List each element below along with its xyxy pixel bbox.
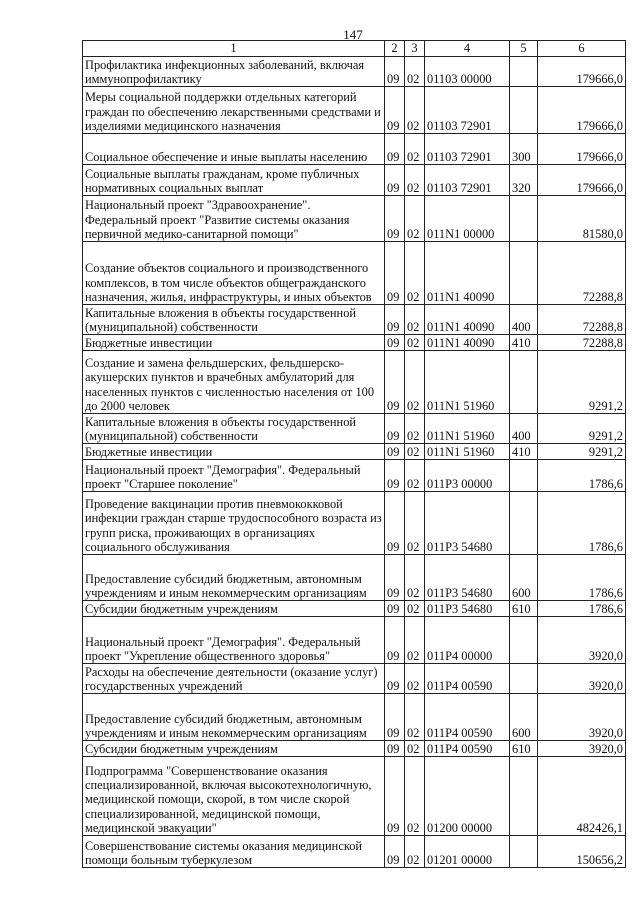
row-name: Национальный проект "Здравоохранение". Федеральный проект "Развитие системы оказания первичной медико-санитарной помощи" xyxy=(83,196,385,242)
row-name: Совершенствование системы оказания медицинской помощи больным туберкулезом xyxy=(83,836,385,868)
row-section: 09 xyxy=(385,460,405,492)
row-target-article: 011N1 00000 xyxy=(425,196,510,242)
row-target-article: 011N1 51960 xyxy=(425,414,510,444)
row-subsection: 02 xyxy=(405,836,425,868)
row-section: 09 xyxy=(385,335,405,351)
row-expense-type: 600 xyxy=(510,694,538,741)
row-section: 09 xyxy=(385,492,405,555)
row-name: Социальные выплаты гражданам, кроме публичных нормативных социальных выплат xyxy=(83,165,385,196)
row-expense-type: 600 xyxy=(510,555,538,601)
row-amount: 72288,8 xyxy=(538,242,626,305)
row-section: 09 xyxy=(385,87,405,134)
table-row xyxy=(83,134,626,165)
row-section: 09 xyxy=(385,664,405,694)
row-subsection: 02 xyxy=(405,664,425,694)
row-subsection: 02 xyxy=(405,601,425,617)
row-subsection: 02 xyxy=(405,196,425,242)
row-target-article: 011N1 51960 xyxy=(425,444,510,460)
row-amount: 1786,6 xyxy=(538,492,626,555)
row-amount: 3920,0 xyxy=(538,617,626,664)
row-amount: 150656,2 xyxy=(538,836,626,868)
row-subsection: 02 xyxy=(405,444,425,460)
row-amount: 482426,1 xyxy=(538,757,626,836)
table-row xyxy=(83,57,626,87)
table-row xyxy=(83,601,626,617)
table-row xyxy=(83,460,626,492)
row-target-article: 01103 00000 xyxy=(425,57,510,87)
row-target-article: 011P4 00590 xyxy=(425,664,510,694)
row-subsection: 02 xyxy=(405,414,425,444)
row-amount: 9291,2 xyxy=(538,414,626,444)
row-target-article: 011P3 54680 xyxy=(425,555,510,601)
row-expense-type: 610 xyxy=(510,741,538,757)
row-expense-type xyxy=(510,460,538,492)
table-row xyxy=(83,335,626,351)
row-expense-type xyxy=(510,57,538,87)
row-section: 09 xyxy=(385,196,405,242)
row-name: Создание объектов социального и производственного комплексов, в том числе объектов общегражданского назначения, жилья, инфраструктуры, и иных объектов xyxy=(83,242,385,305)
col-header-section: 2 xyxy=(385,41,405,57)
row-target-article: 011P3 00000 xyxy=(425,460,510,492)
table-row xyxy=(83,444,626,460)
row-amount: 3920,0 xyxy=(538,664,626,694)
row-name: Предоставление субсидий бюджетным, автономным учреждениям и иным некоммерческим организациям xyxy=(83,555,385,601)
row-name: Бюджетные инвестиции xyxy=(83,444,385,460)
row-amount: 81580,0 xyxy=(538,196,626,242)
row-section: 09 xyxy=(385,757,405,836)
row-expense-type: 400 xyxy=(510,414,538,444)
row-subsection: 02 xyxy=(405,305,425,335)
row-name: Субсидии бюджетным учреждениям xyxy=(83,741,385,757)
row-amount: 3920,0 xyxy=(538,694,626,741)
row-subsection: 02 xyxy=(405,492,425,555)
row-subsection: 02 xyxy=(405,757,425,836)
row-subsection: 02 xyxy=(405,351,425,414)
row-section: 09 xyxy=(385,617,405,664)
col-header-subsection: 3 xyxy=(405,41,425,57)
row-name: Капитальные вложения в объекты государственной (муниципальной) собственности xyxy=(83,414,385,444)
row-name: Капитальные вложения в объекты государственной (муниципальной) собственности xyxy=(83,305,385,335)
row-amount: 1786,6 xyxy=(538,555,626,601)
row-amount: 72288,8 xyxy=(538,335,626,351)
row-name: Проведение вакцинации против пневмококковой инфекции граждан старше трудоспособного возраста из групп риска, проживающих в организациях социального обслуживания xyxy=(83,492,385,555)
row-section: 09 xyxy=(385,836,405,868)
row-name: Создание и замена фельдшерских, фельдшерско-акушерских пунктов и врачебных амбулаторий для населенных пунктов с численностью населения от 100 до 2000 человек xyxy=(83,351,385,414)
row-section: 09 xyxy=(385,351,405,414)
row-name: Национальный проект "Демография". Федеральный проект "Укрепление общественного здоровья" xyxy=(83,617,385,664)
row-target-article: 011P4 00590 xyxy=(425,741,510,757)
row-name: Субсидии бюджетным учреждениям xyxy=(83,601,385,617)
row-amount: 1786,6 xyxy=(538,460,626,492)
row-name: Меры социальной поддержки отдельных категорий граждан по обеспечению лекарственными средствами и изделиями медицинского назначения xyxy=(83,87,385,134)
table-row xyxy=(83,305,626,335)
table-row xyxy=(83,165,626,196)
row-target-article: 011N1 40090 xyxy=(425,242,510,305)
table-row xyxy=(83,414,626,444)
row-subsection: 02 xyxy=(405,617,425,664)
row-target-article: 011P3 54680 xyxy=(425,492,510,555)
col-header-target-article: 4 xyxy=(425,41,510,57)
row-target-article: 011P4 00590 xyxy=(425,694,510,741)
row-section: 09 xyxy=(385,165,405,196)
row-amount: 179666,0 xyxy=(538,134,626,165)
table-row xyxy=(83,351,626,414)
row-amount: 179666,0 xyxy=(538,87,626,134)
table-row xyxy=(83,836,626,868)
row-expense-type xyxy=(510,664,538,694)
row-name: Социальное обеспечение и иные выплаты населению xyxy=(83,134,385,165)
row-subsection: 02 xyxy=(405,741,425,757)
row-subsection: 02 xyxy=(405,694,425,741)
row-expense-type xyxy=(510,196,538,242)
row-subsection: 02 xyxy=(405,57,425,87)
row-name: Расходы на обеспечение деятельности (оказание услуг) государственных учреждений xyxy=(83,664,385,694)
row-amount: 1786,6 xyxy=(538,601,626,617)
row-expense-type xyxy=(510,757,538,836)
row-section: 09 xyxy=(385,134,405,165)
row-target-article: 011P3 54680 xyxy=(425,601,510,617)
row-expense-type: 400 xyxy=(510,305,538,335)
row-expense-type xyxy=(510,242,538,305)
row-target-article: 01103 72901 xyxy=(425,165,510,196)
row-subsection: 02 xyxy=(405,242,425,305)
row-section: 09 xyxy=(385,694,405,741)
row-section: 09 xyxy=(385,444,405,460)
budget-table xyxy=(82,40,626,868)
row-section: 09 xyxy=(385,414,405,444)
col-header-name: 1 xyxy=(83,41,385,57)
table-row xyxy=(83,617,626,664)
row-expense-type xyxy=(510,836,538,868)
row-expense-type: 610 xyxy=(510,601,538,617)
row-amount: 3920,0 xyxy=(538,741,626,757)
row-target-article: 011N1 51960 xyxy=(425,351,510,414)
row-target-article: 011N1 40090 xyxy=(425,335,510,351)
row-section: 09 xyxy=(385,741,405,757)
row-target-article: 01201 00000 xyxy=(425,836,510,868)
row-amount: 9291,2 xyxy=(538,444,626,460)
table-header-row xyxy=(83,41,626,57)
table-row xyxy=(83,694,626,741)
row-amount: 179666,0 xyxy=(538,57,626,87)
row-subsection: 02 xyxy=(405,460,425,492)
table-row xyxy=(83,664,626,694)
row-subsection: 02 xyxy=(405,87,425,134)
table-row xyxy=(83,87,626,134)
row-name: Национальный проект "Демография". Федеральный проект "Старшее поколение" xyxy=(83,460,385,492)
table-row xyxy=(83,196,626,242)
table-row xyxy=(83,757,626,836)
row-name: Предоставление субсидий бюджетным, автономным учреждениям и иным некоммерческим организациям xyxy=(83,694,385,741)
row-subsection: 02 xyxy=(405,555,425,601)
row-expense-type: 410 xyxy=(510,444,538,460)
table-row xyxy=(83,242,626,305)
row-expense-type xyxy=(510,492,538,555)
row-section: 09 xyxy=(385,305,405,335)
row-amount: 9291,2 xyxy=(538,351,626,414)
row-expense-type: 300 xyxy=(510,134,538,165)
row-expense-type: 410 xyxy=(510,335,538,351)
row-section: 09 xyxy=(385,57,405,87)
row-subsection: 02 xyxy=(405,134,425,165)
row-name: Профилактика инфекционных заболеваний, включая иммунопрофилактику xyxy=(83,57,385,87)
row-subsection: 02 xyxy=(405,165,425,196)
col-header-expense-type: 5 xyxy=(510,41,538,57)
table-row xyxy=(83,741,626,757)
row-section: 09 xyxy=(385,242,405,305)
row-expense-type xyxy=(510,87,538,134)
row-amount: 72288,8 xyxy=(538,305,626,335)
row-target-article: 011P4 00000 xyxy=(425,617,510,664)
row-name: Подпрограмма "Совершенствование оказания специализированной, включая высокотехнологичную, медицинской помощи, скорой, в том числе скорой специализированной, медицинской помощи, медицинской эвакуации" xyxy=(83,757,385,836)
row-target-article: 01200 00000 xyxy=(425,757,510,836)
page-number: 147 xyxy=(343,27,363,42)
table-row xyxy=(83,555,626,601)
col-header-amount: 6 xyxy=(538,41,626,57)
row-expense-type: 320 xyxy=(510,165,538,196)
row-target-article: 01103 72901 xyxy=(425,134,510,165)
row-section: 09 xyxy=(385,555,405,601)
row-expense-type xyxy=(510,617,538,664)
row-section: 09 xyxy=(385,601,405,617)
row-target-article: 011N1 40090 xyxy=(425,305,510,335)
row-expense-type xyxy=(510,351,538,414)
row-amount: 179666,0 xyxy=(538,165,626,196)
row-target-article: 01103 72901 xyxy=(425,87,510,134)
row-name: Бюджетные инвестиции xyxy=(83,335,385,351)
row-subsection: 02 xyxy=(405,335,425,351)
table-row xyxy=(83,492,626,555)
